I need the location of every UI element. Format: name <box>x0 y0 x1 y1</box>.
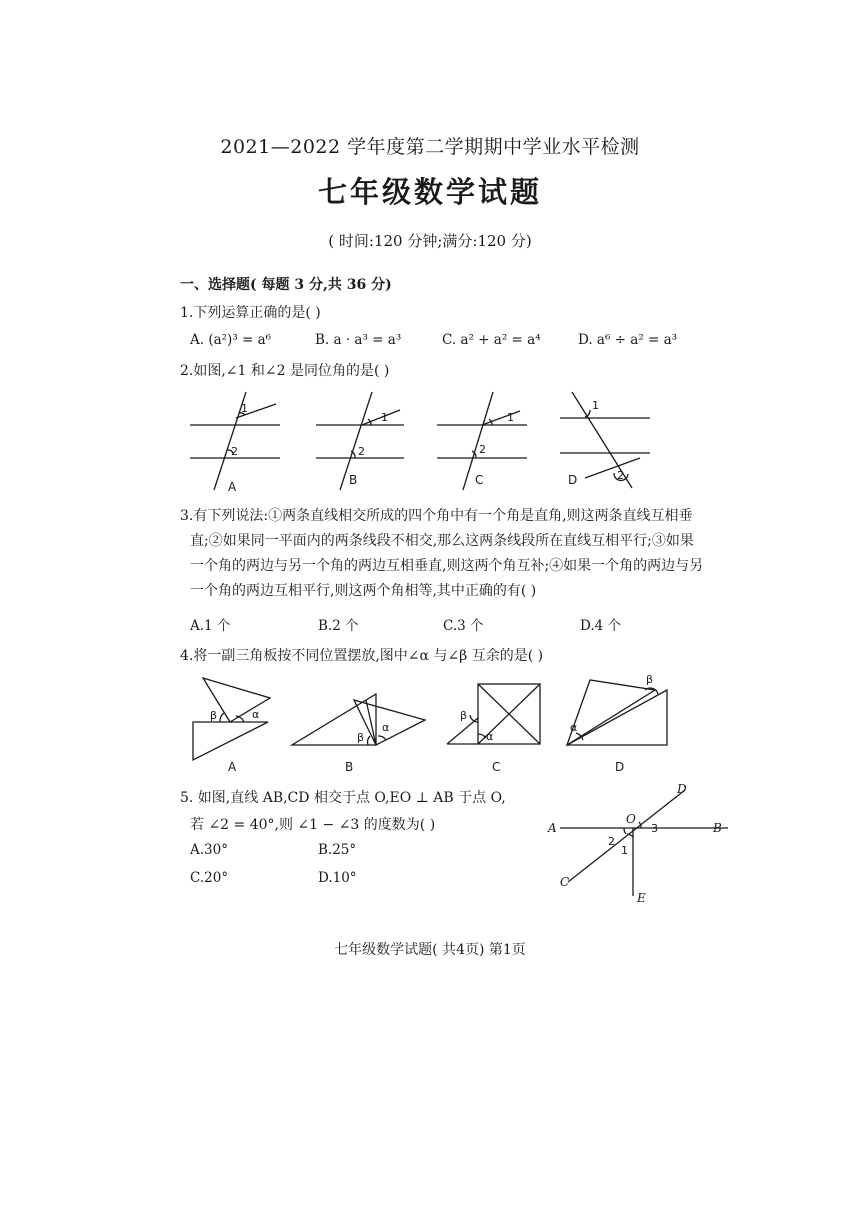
q4-figure-c-label: C <box>492 760 501 774</box>
q2-d-angle-2-label: 2 <box>617 469 624 482</box>
question-5-option-d: D.10° <box>318 870 357 886</box>
question-5-line-1: 5. 如图,直线 AB,CD 相交于点 O,EO ⊥ AB 于点 O, <box>180 790 506 806</box>
q2-b-angle-1-label: 1 <box>381 411 388 424</box>
page-footer: 七年级数学试题( 共4页) 第1页 <box>334 942 526 958</box>
question-3-line-2: 直;②如果同一平面内的两条线段不相交,那么这两条线段所在直线互相平行;③如果 <box>190 533 694 549</box>
section-title: 一、选择题( 每题 3 分,共 36 分) <box>180 277 392 293</box>
q2-figure-b-label: B <box>349 473 358 487</box>
question-3-line-4: 一个角的两边互相平行,则这两个角相等,其中正确的有( ) <box>190 583 537 599</box>
q5-point-e-label: E <box>637 891 646 905</box>
q2-figure-c-label: C <box>475 473 484 487</box>
exam-header-line: 2021—2022 学年度第二学期期中学业水平检测 <box>220 136 640 158</box>
question-1-option-b: B. a · a³ = a³ <box>315 332 402 348</box>
q4-d-alpha-label: α <box>570 721 578 734</box>
q4-b-alpha-label: α <box>382 721 390 734</box>
q4-a-beta-label: β <box>210 709 218 722</box>
q4-c-beta-label: β <box>460 709 468 722</box>
question-1-option-a: A. (a²)³ = a⁶ <box>190 332 272 348</box>
question-3-line-1: 3.有下列说法:①两条直线相交所成的四个角中有一个角是直角,则这两条直线互相垂 <box>180 508 693 524</box>
q5-angle-1-label: 1 <box>621 844 628 857</box>
q2-b-angle-2-label: 2 <box>358 445 365 458</box>
q2-c-angle-1-label: 1 <box>507 411 514 424</box>
q5-angle-2-label: 2 <box>608 835 615 848</box>
q4-figure-d-label: D <box>615 760 625 774</box>
q2-d-angle-1-label: 1 <box>592 399 599 412</box>
question-5-option-b: B.25° <box>318 842 357 858</box>
question-5-option-a: A.30° <box>190 842 228 858</box>
q2-figure-a <box>190 392 280 490</box>
question-3-option-c: C.3 个 <box>443 618 484 634</box>
q2-figure-b <box>316 392 404 490</box>
question-1-option-c: C. a² + a² = a⁴ <box>442 332 541 348</box>
question-5-option-c: C.20° <box>190 870 229 886</box>
q4-a-alpha-label: α <box>252 708 260 721</box>
question-3-option-a: A.1 个 <box>190 618 231 634</box>
question-3-line-3: 一个角的两边与另一个角的两边互相垂直,则这两个角互补;④如果一个角的两边与另 <box>190 558 704 574</box>
q4-d-beta-label: β <box>646 673 654 686</box>
q5-angle-3-label: 3 <box>651 822 658 835</box>
q2-a-angle-1-label: 1 <box>241 402 248 415</box>
q4-figure-a-label: A <box>228 760 237 774</box>
exam-info: ( 时间:120 分钟;满分:120 分) <box>328 232 532 250</box>
q2-figure-a-label: A <box>228 480 237 494</box>
q5-figure <box>560 790 728 896</box>
question-1-stem: 1.下列运算正确的是( ) <box>180 305 321 321</box>
q5-point-o-label: O <box>626 812 636 826</box>
q4-figure-b-label: B <box>345 760 354 774</box>
q2-a-angle-2-label: 2 <box>231 445 238 458</box>
q2-c-angle-2-label: 2 <box>479 443 486 456</box>
page-title: 七年级数学试题 <box>317 175 542 209</box>
q4-c-alpha-label: α <box>486 730 494 743</box>
question-4-stem: 4.将一副三角板按不同位置摆放,图中∠α 与∠β 互余的是( ) <box>180 648 544 664</box>
q4-b-beta-label: β <box>357 731 365 744</box>
q5-point-b-label: B <box>713 821 722 835</box>
q2-figure-d-label: D <box>568 473 578 487</box>
q4-figure-d <box>567 680 667 745</box>
q5-point-d-label: D <box>677 782 687 796</box>
question-2-stem: 2.如图,∠1 和∠2 是同位角的是( ) <box>180 363 390 379</box>
q5-point-a-label: A <box>548 821 557 835</box>
question-3-option-d: D.4 个 <box>580 618 622 634</box>
question-3-option-b: B.2 个 <box>318 618 359 634</box>
question-5-line-2: 若 ∠2 = 40°,则 ∠1 − ∠3 的度数为( ) <box>190 817 436 833</box>
question-1-option-d: D. a⁶ ÷ a² = a³ <box>578 332 678 348</box>
q5-point-c-label: C <box>560 875 570 889</box>
